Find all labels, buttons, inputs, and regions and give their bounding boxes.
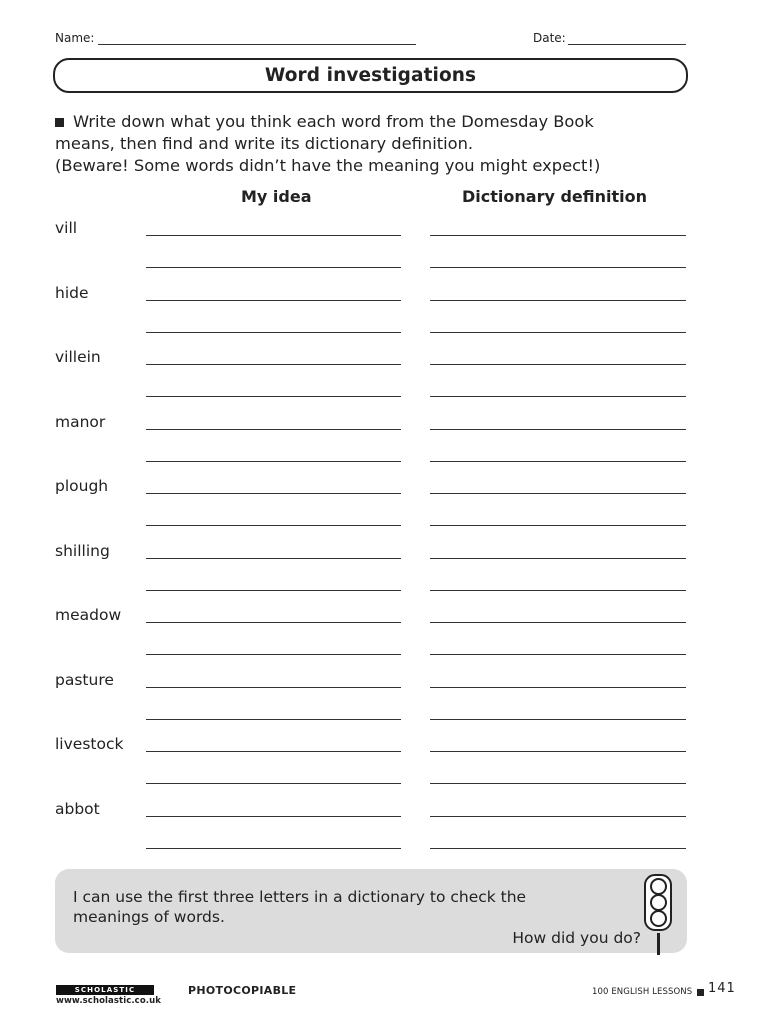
page-title: Word investigations xyxy=(264,65,477,86)
word-label: hide xyxy=(55,283,89,302)
definition-writing-line[interactable] xyxy=(430,267,686,268)
definition-writing-line[interactable] xyxy=(430,558,686,559)
name-line[interactable] xyxy=(98,44,416,45)
column-header-dictionary: Dictionary definition xyxy=(462,187,648,206)
date-line[interactable] xyxy=(568,44,686,45)
instructions xyxy=(55,111,675,177)
definition-writing-line[interactable] xyxy=(430,429,686,430)
traffic-light-bottom-bulb[interactable] xyxy=(650,910,667,927)
definition-writing-line[interactable] xyxy=(430,622,686,623)
my-idea-writing-line[interactable] xyxy=(146,687,401,688)
date-label: Date: xyxy=(533,31,566,45)
footer-square-icon xyxy=(697,989,704,996)
self-assessment-panel xyxy=(55,869,687,953)
my-idea-writing-line[interactable] xyxy=(146,654,401,655)
definition-writing-line[interactable] xyxy=(430,364,686,365)
my-idea-writing-line[interactable] xyxy=(146,461,401,462)
word-label: meadow xyxy=(55,606,122,624)
definition-writing-line[interactable] xyxy=(430,687,686,688)
photocopiable-label: PHOTOCOPIABLE xyxy=(188,984,297,997)
word-label: manor xyxy=(55,412,106,431)
title-box xyxy=(53,58,688,93)
traffic-light-top-bulb[interactable] xyxy=(650,878,667,895)
my-idea-writing-line[interactable] xyxy=(146,267,401,268)
my-idea-writing-line[interactable] xyxy=(146,751,401,752)
my-idea-writing-line[interactable] xyxy=(146,493,401,494)
word-label: villein xyxy=(55,348,101,366)
instruction-line-3: (Beware! Some words didn’t have the meaning you might expect!) xyxy=(55,156,601,175)
word-label: plough xyxy=(55,477,109,495)
my-idea-writing-line[interactable] xyxy=(146,235,401,236)
my-idea-writing-line[interactable] xyxy=(146,622,401,623)
word-label: vill xyxy=(55,219,78,237)
my-idea-writing-line[interactable] xyxy=(146,558,401,559)
definition-writing-line[interactable] xyxy=(430,493,686,494)
my-idea-writing-line[interactable] xyxy=(146,396,401,397)
my-idea-writing-line[interactable] xyxy=(146,719,401,720)
bullet-icon xyxy=(55,118,64,127)
series-title: 100 ENGLISH LESSONS xyxy=(592,987,693,997)
column-header-my-idea: My idea xyxy=(241,187,312,206)
definition-writing-line[interactable] xyxy=(430,396,686,397)
definition-writing-line[interactable] xyxy=(430,300,686,301)
page-number: 141 xyxy=(708,981,736,996)
traffic-light-icon xyxy=(644,874,672,931)
definition-writing-line[interactable] xyxy=(430,848,686,849)
my-idea-writing-line[interactable] xyxy=(146,590,401,591)
definition-writing-line[interactable] xyxy=(430,332,686,333)
definition-writing-line[interactable] xyxy=(430,235,686,236)
name-label: Name: xyxy=(55,31,95,45)
traffic-light-middle-bulb[interactable] xyxy=(650,894,667,911)
definition-writing-line[interactable] xyxy=(430,590,686,591)
definition-writing-line[interactable] xyxy=(430,719,686,720)
definition-writing-line[interactable] xyxy=(430,525,686,526)
my-idea-writing-line[interactable] xyxy=(146,332,401,333)
my-idea-writing-line[interactable] xyxy=(146,429,401,430)
word-label: pasture xyxy=(55,670,114,689)
my-idea-writing-line[interactable] xyxy=(146,300,401,301)
how-did-you-do-label: How did you do? xyxy=(512,929,641,947)
word-label: livestock xyxy=(55,735,124,753)
instruction-line-2: means, then find and write its dictionary definition. xyxy=(55,134,474,153)
my-idea-writing-line[interactable] xyxy=(146,525,401,526)
my-idea-writing-line[interactable] xyxy=(146,783,401,784)
can-do-line-1: I can use the first three letters in a dictionary to check the xyxy=(73,888,527,906)
instruction-line-1: Write down what you think each word from the Domesday Book xyxy=(73,112,594,131)
definition-writing-line[interactable] xyxy=(430,654,686,655)
can-do-statement xyxy=(73,887,533,927)
definition-writing-line[interactable] xyxy=(430,751,686,752)
my-idea-writing-line[interactable] xyxy=(146,816,401,817)
publisher-logo: SCHOLASTIC xyxy=(56,985,154,995)
word-label: shilling xyxy=(55,541,110,560)
definition-writing-line[interactable] xyxy=(430,461,686,462)
traffic-light-pole xyxy=(657,933,660,955)
my-idea-writing-line[interactable] xyxy=(146,848,401,849)
publisher-website: www.scholastic.co.uk xyxy=(56,996,161,1006)
can-do-line-2: meanings of words. xyxy=(73,908,225,926)
word-label: abbot xyxy=(55,799,100,818)
definition-writing-line[interactable] xyxy=(430,816,686,817)
my-idea-writing-line[interactable] xyxy=(146,364,401,365)
definition-writing-line[interactable] xyxy=(430,783,686,784)
